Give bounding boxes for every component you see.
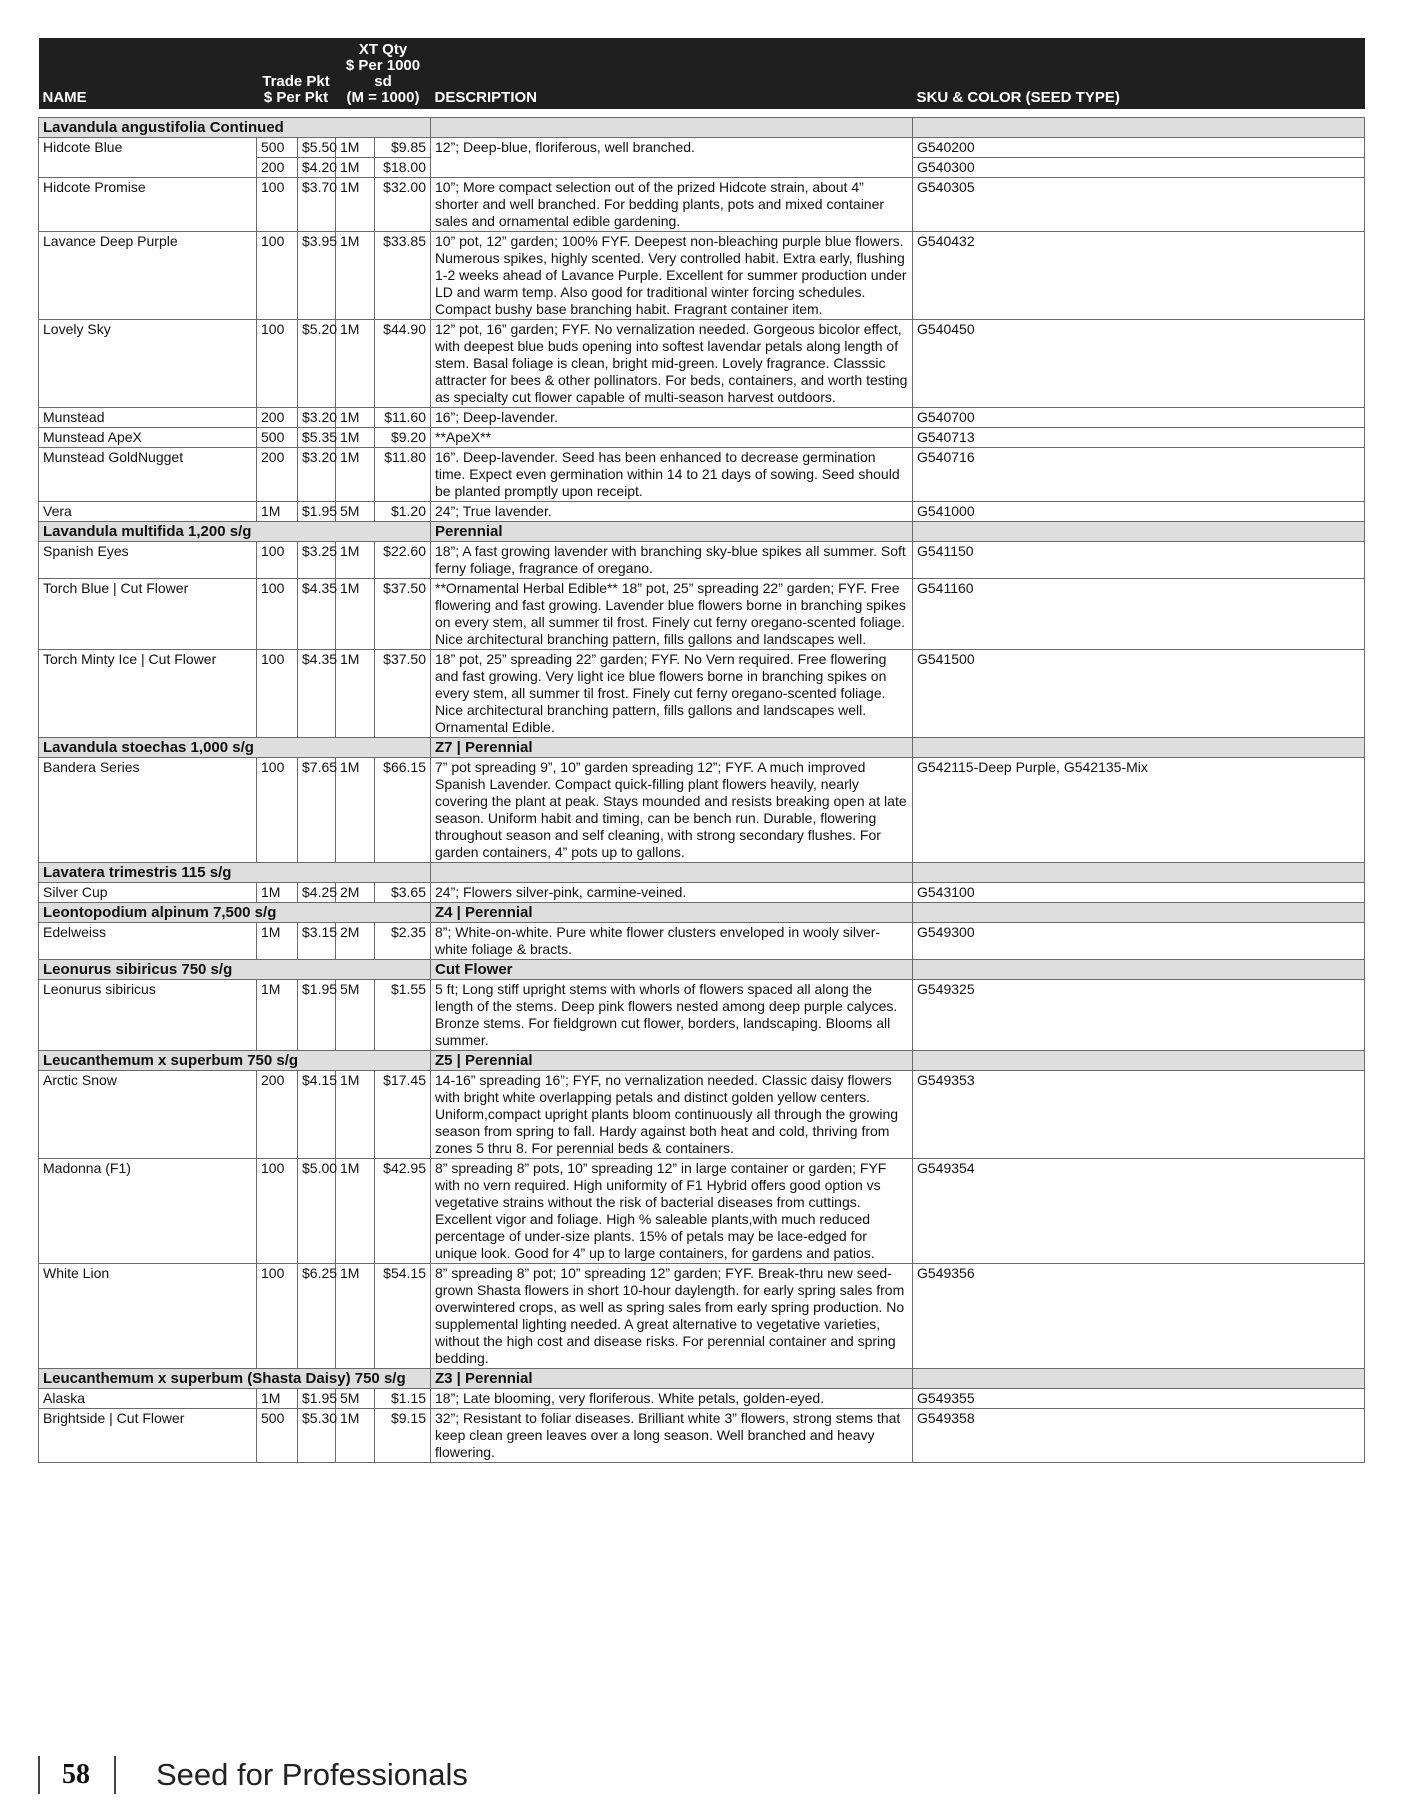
sku-code: G549358: [913, 1409, 1365, 1463]
variety-name: Vera: [39, 502, 257, 522]
trade-pkt-price: $4.25: [298, 883, 336, 903]
trade-pkt-price: $1.95: [298, 980, 336, 1051]
trade-pkt-price: $3.95: [298, 232, 336, 320]
section-title: Leonurus sibiricus 750 s/g: [39, 960, 431, 980]
table-row: [39, 542, 1365, 579]
xt-qty: 1M: [336, 448, 375, 502]
xt-price: $9.15: [375, 1409, 431, 1463]
table-row: [39, 408, 1365, 428]
variety-description: 24”; Flowers silver-pink, carmine-veined.: [431, 883, 913, 903]
trade-pkt-price: $3.25: [298, 542, 336, 579]
variety-description: 18”; A fast growing lavender with branching sky-blue spikes all summer. Soft ferny foliage, fragrance of oregano.: [431, 542, 913, 579]
header-description: DESCRIPTION: [431, 38, 913, 109]
xt-qty: 1M: [336, 178, 375, 232]
xt-price: $1.15: [375, 1389, 431, 1409]
variety-name: Munstead GoldNugget: [39, 448, 257, 502]
section-header: [39, 863, 1365, 883]
trade-pkt-price: $3.15: [298, 923, 336, 960]
header-xt-line1: XT Qty: [358, 41, 408, 58]
sku-code: G541000: [913, 502, 1365, 522]
variety-name: Munstead ApeX: [39, 428, 257, 448]
variety-name: Lovely Sky: [39, 320, 257, 408]
variety-name: Hidcote Promise: [39, 178, 257, 232]
page-footer: [38, 1756, 468, 1794]
table-row: [39, 448, 1365, 502]
header-xt-line2: $ Per 1000 sd: [345, 57, 421, 90]
xt-price: $54.15: [375, 1264, 431, 1369]
xt-price: $37.50: [375, 650, 431, 738]
table-row: [39, 980, 1365, 1051]
section-title: Leontopodium alpinum 7,500 s/g: [39, 903, 431, 923]
trade-pkt-qty: 1M: [257, 923, 298, 960]
table-row: [39, 1389, 1365, 1409]
section-header: [39, 1051, 1365, 1071]
xt-qty: 1M: [336, 138, 375, 158]
xt-qty: 1M: [336, 758, 375, 863]
section-header: [39, 522, 1365, 542]
xt-qty: 5M: [336, 502, 375, 522]
sku-code: G549325: [913, 980, 1365, 1051]
variety-name: Leonurus sibiricus: [39, 980, 257, 1051]
trade-pkt-price: $5.50: [298, 138, 336, 158]
xt-qty: 1M: [336, 1159, 375, 1264]
trade-pkt-qty: 200: [257, 158, 298, 178]
xt-price: $11.80: [375, 448, 431, 502]
trade-pkt-price: $3.70: [298, 178, 336, 232]
variety-description: 18” pot, 25” spreading 22” garden; FYF. No Vern required. Free flowering and fast growing. Very light ice blue flowers borne in branching spikes on every stem, all summer til frost. Finely cut ferny oregano-scented foliage. Nice architectural branching pattern, fills gallons and landscapes well. Ornamental Edible.: [431, 650, 913, 738]
xt-price: $2.35: [375, 923, 431, 960]
sku-code: G540432: [913, 232, 1365, 320]
trade-pkt-qty: 100: [257, 650, 298, 738]
table-row: [39, 758, 1365, 863]
variety-name: Edelweiss: [39, 923, 257, 960]
trade-pkt-price: $4.35: [298, 650, 336, 738]
variety-description: 10”; More compact selection out of the prized Hidcote strain, about 4” shorter and well branched. For bedding plants, pots and mixed container sales and ornamental edible gardening.: [431, 178, 913, 232]
variety-name: Bandera Series: [39, 758, 257, 863]
table-row: [39, 923, 1365, 960]
xt-price: $66.15: [375, 758, 431, 863]
table-row: [39, 650, 1365, 738]
section-header: [39, 118, 1365, 138]
xt-qty: 1M: [336, 542, 375, 579]
table-row: [39, 1264, 1365, 1369]
sku-code: G549356: [913, 1264, 1365, 1369]
variety-name: Silver Cup: [39, 883, 257, 903]
variety-description: **ApeX**: [431, 428, 913, 448]
section-header: [39, 1369, 1365, 1389]
xt-price: $22.60: [375, 542, 431, 579]
xt-price: $33.85: [375, 232, 431, 320]
trade-pkt-qty: 1M: [257, 1389, 298, 1409]
sku-code: G541150: [913, 542, 1365, 579]
table-row: [39, 320, 1365, 408]
sku-code: G549353: [913, 1071, 1365, 1159]
variety-name: Torch Minty Ice | Cut Flower: [39, 650, 257, 738]
trade-pkt-price: $1.95: [298, 1389, 336, 1409]
trade-pkt-qty: 200: [257, 408, 298, 428]
xt-qty: 1M: [336, 1264, 375, 1369]
sku-code: G541500: [913, 650, 1365, 738]
xt-price: $44.90: [375, 320, 431, 408]
trade-pkt-price: $6.25: [298, 1264, 336, 1369]
sku-code: G541160: [913, 579, 1365, 650]
variety-name: White Lion: [39, 1264, 257, 1369]
xt-price: $17.45: [375, 1071, 431, 1159]
variety-description: 8”; White-on-white. Pure white flower clusters enveloped in wooly silver-white foliage & bracts.: [431, 923, 913, 960]
xt-price: $42.95: [375, 1159, 431, 1264]
section-note: [431, 118, 913, 138]
variety-description: 16”. Deep-lavender. Seed has been enhanced to decrease germination time. Expect even germination within 14 to 21 days of sowing. Seed should be planted promptly upon receipt.: [431, 448, 913, 502]
sku-code: G549354: [913, 1159, 1365, 1264]
header-xt-line3: (M = 1000): [346, 89, 420, 106]
xt-qty: 1M: [336, 320, 375, 408]
xt-price: $9.20: [375, 428, 431, 448]
section-sku-blank: [913, 1369, 1365, 1389]
xt-price: $1.55: [375, 980, 431, 1051]
section-sku-blank: [913, 738, 1365, 758]
section-note: Z7 | Perennial: [431, 738, 913, 758]
variety-description: 8” spreading 8” pots, 10” spreading 12” in large container or garden; FYF with no vern required. High uniformity of F1 Hybrid offers good option vs vegetative strains without the risk of bacterial diseases from cuttings. Excellent vigor and foliage. High % saleable plants,with much reduced percentage of under-size plants. 15% of petals may be lace-edged for unique look. Good for 4” up to large containers, for gardens and patios.: [431, 1159, 913, 1264]
header-trade-line2: $ Per Pkt: [263, 89, 329, 106]
variety-description: 7” pot spreading 9”, 10” garden spreading 12”; FYF. A much improved Spanish Lavender. Compact quick-filling plant flowers heavily, nearly covering the plant at peak. Stays mounded and resists breaking open at late season. Uniform habit and timing, can be bench run. Durable, flowering throughout season and self cleaning, with strong secondary flushes. For garden containers, 4” pots up to gallons.: [431, 758, 913, 863]
trade-pkt-qty: 200: [257, 448, 298, 502]
xt-qty: 5M: [336, 1389, 375, 1409]
xt-qty: 1M: [336, 158, 375, 178]
header-trade-line1: Trade Pkt: [262, 73, 330, 90]
variety-name: Hidcote Blue: [39, 138, 257, 178]
variety-name: Spanish Eyes: [39, 542, 257, 579]
variety-description: 12” pot, 16” garden; FYF. No vernalization needed. Gorgeous bicolor effect, with deepest blue buds opening into softest lavendar petals along length of stem. Basal foliage is clean, bright mid-green. Lovely fragrance. Classsic attracter for bees & other pollinators. For beds, containers, and worth testing as specialty cut flower capable of multi-season harvest outdoors.: [431, 320, 913, 408]
xt-qty: 1M: [336, 1409, 375, 1463]
xt-qty: 5M: [336, 980, 375, 1051]
variety-description: 18”; Late blooming, very floriferous. White petals, golden-eyed.: [431, 1389, 913, 1409]
header-trade-pkt: [257, 38, 336, 109]
xt-qty: 1M: [336, 408, 375, 428]
sku-code: G540713: [913, 428, 1365, 448]
variety-description: **Ornamental Herbal Edible** 18” pot, 25” spreading 22” garden; FYF. Free flowering and fast growing. Lavender blue flowers borne in branching spikes on every stem, all summer til frost. Finely cut ferny oregano-scented foliage. Nice architectural branching pattern, fills gallons and landscapes well.: [431, 579, 913, 650]
section-sku-blank: [913, 863, 1365, 883]
section-note: Z5 | Perennial: [431, 1051, 913, 1071]
trade-pkt-price: $5.20: [298, 320, 336, 408]
section-sku-blank: [913, 1051, 1365, 1071]
sku-code: G540450: [913, 320, 1365, 408]
section-header: [39, 738, 1365, 758]
publication-title: Seed for Professionals: [156, 1757, 468, 1792]
sku-code: G542115-Deep Purple, G542135-Mix: [913, 758, 1365, 863]
trade-pkt-qty: 200: [257, 1071, 298, 1159]
table-row: [39, 883, 1365, 903]
xt-qty: 2M: [336, 923, 375, 960]
variety-name: Arctic Snow: [39, 1071, 257, 1159]
section-header: [39, 903, 1365, 923]
table-row: [39, 428, 1365, 448]
section-sku-blank: [913, 118, 1365, 138]
xt-qty: 1M: [336, 428, 375, 448]
variety-name: Torch Blue | Cut Flower: [39, 579, 257, 650]
header-sku: SKU & COLOR (SEED TYPE): [913, 38, 1365, 109]
xt-price: $32.00: [375, 178, 431, 232]
table-row: [39, 1409, 1365, 1463]
variety-description: 10” pot, 12” garden; 100% FYF. Deepest non-bleaching purple blue flowers. Numerous spikes, highly scented. Very controlled habit. Extra early, flushing 1-2 weeks ahead of Lavance Purple. Excellent for summer production under LD and warm temp. Also good for traditional winter forcing schedules. Compact bushy base branching habit. Fragrant container item.: [431, 232, 913, 320]
trade-pkt-price: $5.35: [298, 428, 336, 448]
section-title: Lavandula stoechas 1,000 s/g: [39, 738, 431, 758]
section-title: Lavandula angustifolia Continued: [39, 118, 431, 138]
section-sku-blank: [913, 960, 1365, 980]
table-row: [39, 579, 1365, 650]
section-note: Z4 | Perennial: [431, 903, 913, 923]
table-row: [39, 1071, 1365, 1159]
trade-pkt-qty: 100: [257, 1264, 298, 1369]
variety-description: 14-16” spreading 16”; FYF, no vernalization needed. Classic daisy flowers with bright white overlapping petals and distinct golden yellow centers. Uniform,compact upright plants bloom continuously all through the growing season from spring to fall. Hardy against both heat and cold, thriving from zones 5 thru 8. For perennial beds & containers.: [431, 1071, 913, 1159]
section-title: Lavandula multifida 1,200 s/g: [39, 522, 431, 542]
sku-code: G540305: [913, 178, 1365, 232]
sku-code: G540716: [913, 448, 1365, 502]
section-header: [39, 960, 1365, 980]
catalog-page: [38, 38, 1364, 1463]
table-row: [39, 502, 1365, 522]
table-row: [39, 232, 1365, 320]
xt-price: $9.85: [375, 138, 431, 158]
trade-pkt-price: $4.15: [298, 1071, 336, 1159]
section-title: Leucanthemum x superbum (Shasta Daisy) 750 s/g: [39, 1369, 431, 1389]
trade-pkt-qty: 500: [257, 428, 298, 448]
xt-price: $3.65: [375, 883, 431, 903]
header-xt-qty: [336, 38, 431, 109]
variety-name: Madonna (F1): [39, 1159, 257, 1264]
trade-pkt-price: $3.20: [298, 408, 336, 428]
table-row: [39, 1159, 1365, 1264]
page-number: 58: [62, 1759, 90, 1790]
xt-price: $11.60: [375, 408, 431, 428]
sku-code: G540300: [913, 158, 1365, 178]
trade-pkt-price: $1.95: [298, 502, 336, 522]
trade-pkt-price: $3.20: [298, 448, 336, 502]
trade-pkt-qty: 1M: [257, 883, 298, 903]
seed-price-table: [38, 38, 1365, 1463]
xt-price: $1.20: [375, 502, 431, 522]
table-row: [39, 138, 1365, 158]
xt-qty: 1M: [336, 579, 375, 650]
section-sku-blank: [913, 522, 1365, 542]
variety-name: Brightside | Cut Flower: [39, 1409, 257, 1463]
trade-pkt-qty: 500: [257, 138, 298, 158]
variety-description: 24”; True lavender.: [431, 502, 913, 522]
section-note: Cut Flower: [431, 960, 913, 980]
table-body: [39, 118, 1365, 1463]
sku-code: G540700: [913, 408, 1365, 428]
sku-code: G540200: [913, 138, 1365, 158]
trade-pkt-qty: 100: [257, 320, 298, 408]
trade-pkt-qty: 500: [257, 1409, 298, 1463]
trade-pkt-qty: 100: [257, 579, 298, 650]
xt-qty: 1M: [336, 1071, 375, 1159]
trade-pkt-qty: 100: [257, 542, 298, 579]
xt-price: $18.00: [375, 158, 431, 178]
section-note: Perennial: [431, 522, 913, 542]
section-sku-blank: [913, 903, 1365, 923]
trade-pkt-qty: 100: [257, 758, 298, 863]
variety-name: Alaska: [39, 1389, 257, 1409]
variety-description: 32”; Resistant to foliar diseases. Brilliant white 3” flowers, strong stems that keep clean green leaves over a long season. Well branched and heavy flowering.: [431, 1409, 913, 1463]
trade-pkt-qty: 100: [257, 1159, 298, 1264]
variety-description: 8” spreading 8” pot; 10” spreading 12” garden; FYF. Break-thru new seed-grown Shasta flowers in short 10-hour daylength. for early spring sales from overwintered crops, as well as spring sales from early spring production. No supplemental lighting needed. A great alternative to vegetative varieties, without the high cost and disease risks. For perennial container and spring bedding.: [431, 1264, 913, 1369]
variety-description: 16”; Deep-lavender.: [431, 408, 913, 428]
section-title: Lavatera trimestris 115 s/g: [39, 863, 431, 883]
table-row: [39, 178, 1365, 232]
xt-price: $37.50: [375, 579, 431, 650]
sku-code: G549355: [913, 1389, 1365, 1409]
variety-name: Lavance Deep Purple: [39, 232, 257, 320]
sku-code: G543100: [913, 883, 1365, 903]
trade-pkt-price: $7.65: [298, 758, 336, 863]
xt-qty: 2M: [336, 883, 375, 903]
section-note: Z3 | Perennial: [431, 1369, 913, 1389]
variety-description: 5 ft; Long stiff upright stems with whorls of flowers spaced all along the length of the stems. Deep pink flowers nested among deep purple calyces. Bronze stems. For fieldgrown cut flower, borders, landscaping. Blooms all summer.: [431, 980, 913, 1051]
section-note: [431, 863, 913, 883]
trade-pkt-price: $5.00: [298, 1159, 336, 1264]
header-name: NAME: [39, 38, 257, 109]
table-header: [39, 38, 1365, 109]
trade-pkt-qty: 100: [257, 232, 298, 320]
trade-pkt-qty: 1M: [257, 502, 298, 522]
trade-pkt-qty: 1M: [257, 980, 298, 1051]
variety-name: Munstead: [39, 408, 257, 428]
xt-qty: 1M: [336, 650, 375, 738]
variety-description: 12”; Deep-blue, floriferous, well branched.: [431, 138, 913, 178]
trade-pkt-price: $4.20: [298, 158, 336, 178]
sku-code: G549300: [913, 923, 1365, 960]
xt-qty: 1M: [336, 232, 375, 320]
trade-pkt-qty: 100: [257, 178, 298, 232]
trade-pkt-price: $5.30: [298, 1409, 336, 1463]
trade-pkt-price: $4.35: [298, 579, 336, 650]
section-title: Leucanthemum x superbum 750 s/g: [39, 1051, 431, 1071]
